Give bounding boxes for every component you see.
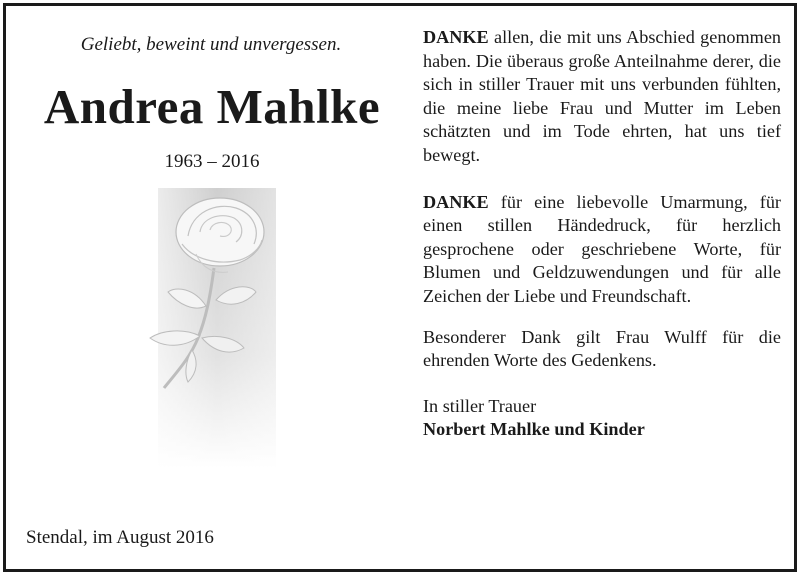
rose-icon xyxy=(136,188,286,468)
thanks-paragraph-2 xyxy=(423,191,781,309)
thanks-text-1: allen, die mit uns Abschied genommen haben. Die überaus große Anteilnahme derer, die sich in stiller Trauer mit uns verbunden fühlten, die meine liebe Frau und Mutter im Leben schätzten und im Tode ehrten, hat uns tief bewegt. xyxy=(423,27,781,165)
obituary-notice xyxy=(3,3,797,572)
thanks-paragraph-1 xyxy=(423,26,781,168)
signature: Norbert Mahlke und Kinder xyxy=(423,419,645,440)
thanks-lead-2: DANKE xyxy=(423,191,489,212)
closing-line: In stiller Trauer xyxy=(423,395,537,416)
deceased-name: Andrea Mahlke xyxy=(43,79,381,134)
thanks-text-2: für eine liebevolle Umarmung, für einen stillen Händedruck, für herzlich gesprochene oder geschriebene Worte, für Blumen und Geldzuwendungen und für alle Zeichen der Liebe und Freundschaft. xyxy=(423,191,781,306)
memorial-column xyxy=(6,6,406,569)
rose-image xyxy=(136,188,286,468)
thanks-paragraph-3: Besonderer Dank gilt Frau Wulff für die ehrenden Worte des Gedenkens. xyxy=(423,326,781,371)
thanks-lead-1: DANKE xyxy=(423,27,489,47)
memorial-tagline: Geliebt, beweint und unvergessen. xyxy=(80,34,342,55)
life-years: 1963 – 2016 xyxy=(164,151,260,172)
place-and-date: Stendal, im August 2016 xyxy=(26,527,214,548)
thanks-column xyxy=(423,26,781,442)
